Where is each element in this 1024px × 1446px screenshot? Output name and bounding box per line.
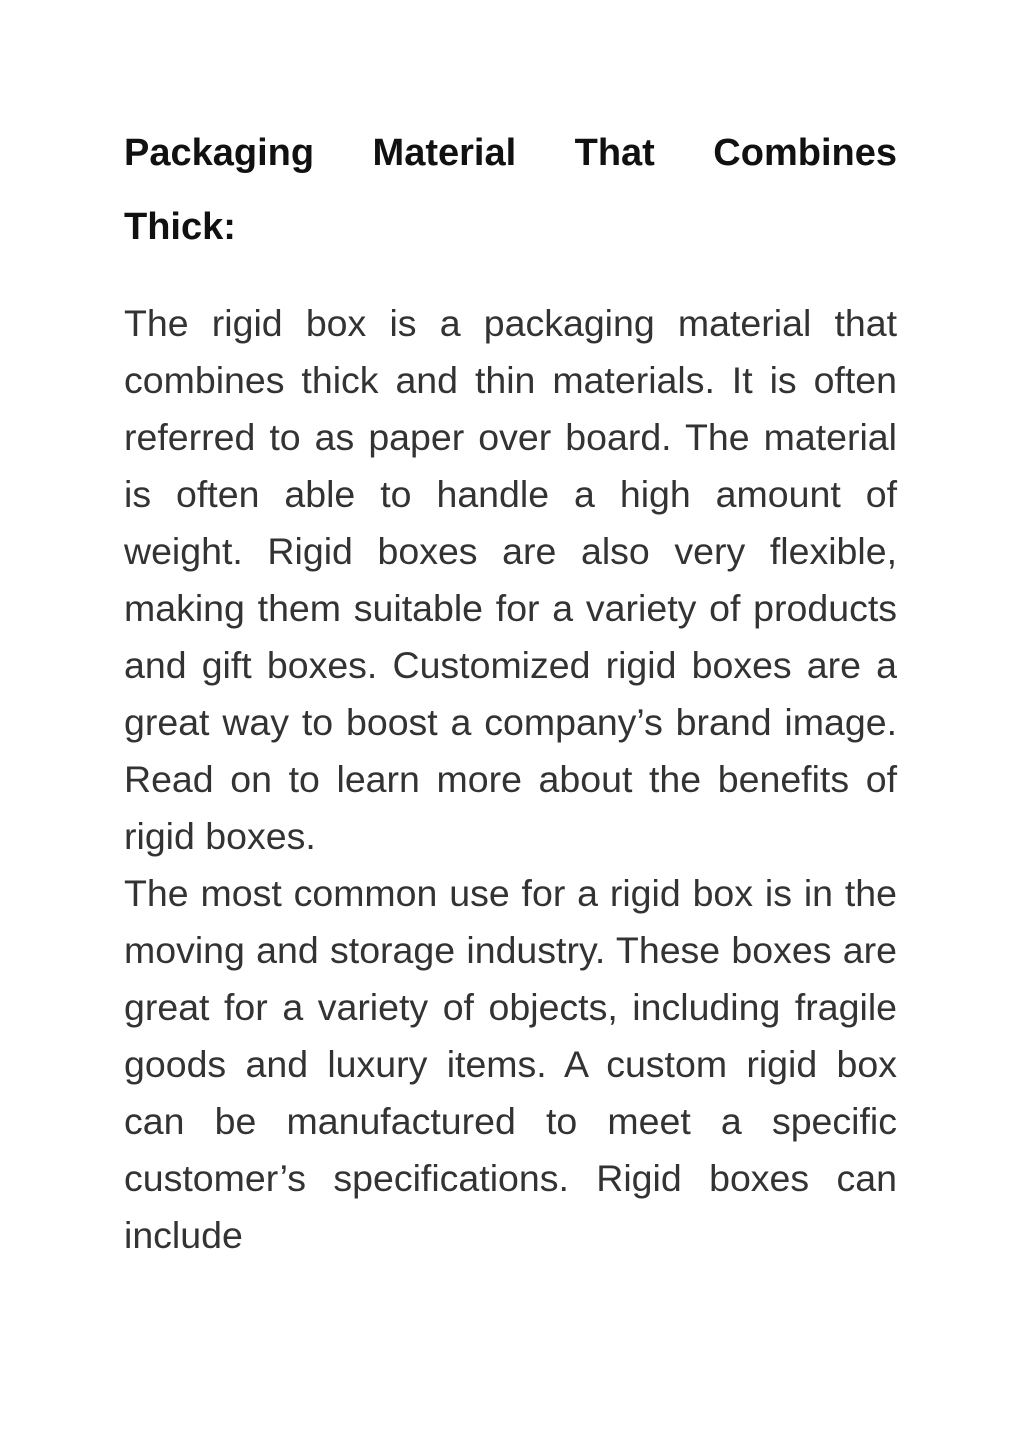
- section-heading: [124, 116, 897, 264]
- body-paragraph-2: The most common use for a rigid box is in the moving and storage industry. These boxes are great for a variety of objects, including fragile goods and luxury items. A custom rigid box can be manufactured to meet a specific customer’s specifications. Rigid boxes can include: [124, 872, 897, 1256]
- heading-line-2: Thick:: [124, 206, 236, 248]
- document-page: [124, 116, 897, 1264]
- body-paragraph-1: The rigid box is a packaging material that combines thick and thin materials. It is often referred to as paper over board. The material is often able to handle a high amount of weight. Rigid boxes are also very flexible, making them suitable for a variety of products and gift boxes. Customized rigid boxes are a great way to boost a company’s brand image. Read on to learn more about the benefits of rigid boxes.: [124, 302, 897, 857]
- heading-line-1: Packaging Material That Combines: [124, 132, 897, 174]
